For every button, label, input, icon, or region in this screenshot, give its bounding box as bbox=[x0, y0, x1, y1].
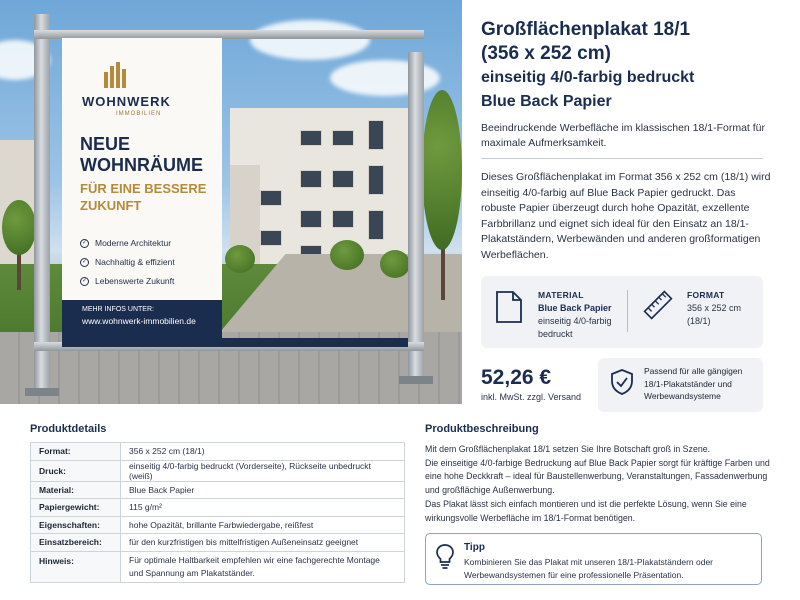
tip-box bbox=[425, 533, 762, 585]
window bbox=[332, 170, 354, 188]
window bbox=[368, 165, 384, 195]
table-row: Druck: einseitig 4/0-farbig bedruckt (Vorderseite), Rückseite unbedruckt (weiß) bbox=[31, 460, 405, 481]
shrub bbox=[330, 240, 364, 270]
poster-brand-sub: IMMOBILIEN bbox=[116, 111, 162, 117]
poster-feature: ✓ Moderne Architektur bbox=[81, 238, 172, 248]
poster-banner bbox=[62, 38, 222, 338]
details-heading: Produktdetails bbox=[30, 423, 107, 435]
spec-material: MATERIAL Blue Back Papier einseitig 4/0-farbig bedruckt bbox=[538, 290, 612, 339]
window bbox=[260, 230, 282, 246]
window bbox=[260, 190, 282, 206]
table-row: Material: Blue Back Papier bbox=[31, 481, 405, 499]
poster-footer-label: MEHR INFOS UNTER: bbox=[82, 306, 154, 313]
check-circle-icon: ✓ bbox=[81, 258, 88, 265]
shrub bbox=[225, 245, 255, 273]
window bbox=[332, 210, 354, 228]
poster-feature: ✓ Nachhaltig & effizient bbox=[81, 257, 175, 267]
description-heading: Produktbeschreibung bbox=[425, 423, 539, 435]
poster-headline: NEUE WOHNRÄUME bbox=[80, 134, 203, 175]
poster-brand: WOHNWERK bbox=[82, 94, 171, 109]
compatibility-text: Passend für alle gängigen 18/1-Plakatständer und Werbewandsysteme bbox=[644, 366, 743, 401]
window bbox=[300, 130, 322, 146]
frame-post-left bbox=[34, 14, 50, 394]
details-table bbox=[30, 442, 405, 583]
spec-format: FORMAT 356 x 252 cm (18/1) bbox=[687, 290, 742, 326]
cloud bbox=[250, 20, 370, 60]
tree bbox=[2, 200, 36, 255]
window bbox=[300, 170, 322, 188]
product-title: Großflächenplakat 18/1 (356 x 252 cm) einseitig 4/0-farbig bedruckt Blue Back Papier bbox=[481, 19, 695, 110]
product-description: Dieses Großflächenplakat im Format 356 x 252 cm (18/1) wird einseitig 4/0-farbig auf Blue Back Papier gedruckt. Das robuste Papier überzeugt durch hohe Opazität, exzellente Farbbrillanz und eignet sich ideal für den Einsatz an 18/1-Plakatständern, Werbewänden und anderen großformatigen Werbeflächen. bbox=[481, 171, 771, 261]
table-row: Hinweis: Für optimale Haltbarkeit empfehlen wir eine fachgerechte Montage und Spannung am Plakatständer. bbox=[31, 551, 405, 582]
poster-subline: FÜR EINE BESSERE ZUKUNFT bbox=[80, 181, 207, 213]
hero-image bbox=[0, 0, 462, 404]
check-circle-icon: ✓ bbox=[81, 239, 88, 246]
product-lead: Beeindruckende Werbefläche im klassischen 18/1-Format für maximale Aufmerksamkeit. bbox=[481, 122, 766, 149]
lightbulb-icon bbox=[435, 543, 455, 569]
shrub bbox=[380, 250, 410, 278]
frame-post-right bbox=[408, 52, 424, 382]
check-circle-icon: ✓ bbox=[81, 277, 88, 284]
spec-box bbox=[481, 276, 763, 348]
ruler-icon bbox=[643, 290, 673, 320]
logo-icon bbox=[102, 62, 128, 88]
price: 52,26 € bbox=[481, 366, 552, 389]
poster-feature-list bbox=[80, 238, 175, 295]
table-row: Papiergewicht: 115 g/m² bbox=[31, 499, 405, 517]
tree bbox=[422, 90, 462, 250]
price-note: inkl. MwSt. zzgl. Versand bbox=[481, 392, 582, 402]
poster-strip bbox=[62, 338, 408, 347]
poster-footer-url: www.wohnwerk-immobilien.de bbox=[82, 316, 196, 326]
tip-text: Kombinieren Sie das Plakat mit unseren 18/1-Plakatständern oder Werbewandsystemen für eine professionelle Präsentation. bbox=[464, 557, 714, 580]
table-row: Einsatzbereich: für den kurzfristigen bis mittelfristigen Außeneinsatz geeignet bbox=[31, 534, 405, 552]
window bbox=[368, 120, 384, 150]
divider bbox=[481, 158, 763, 159]
frame-foot bbox=[399, 376, 433, 384]
shield-check-icon bbox=[610, 368, 634, 396]
table-row: Eigenschaften: hohe Opazität, brillante Farbwiedergabe, reißfest bbox=[31, 516, 405, 534]
poster-footer bbox=[62, 300, 222, 338]
document-icon bbox=[495, 290, 523, 324]
product-long-description: Mit dem Großflächenplakat 18/1 setzen Sie Ihre Botschaft groß in Szene. Die einseitige 4/0-farbige Bedruckung auf Blue Back Papier sorgt für kräftige Farben und eine hohe Deckkraft – ideal für Baustellenwerbung, Veranstaltungen, Fassadenwerbung und großflächige Außenwerbung. Das Plakat lässt sich einfach montieren und ist die perfekte Lösung, wenn Sie eine wirkungsvolle Werbefläche im 18/1-Format benötigen. bbox=[425, 444, 770, 523]
poster-feature: ✓ Lebenswerte Zukunft bbox=[81, 276, 175, 286]
table-row: Format: 356 x 252 cm (18/1) bbox=[31, 443, 405, 461]
spec-divider bbox=[627, 290, 628, 332]
window bbox=[368, 210, 384, 240]
tip-heading: Tipp bbox=[464, 542, 485, 553]
window bbox=[300, 210, 322, 228]
compatibility-box bbox=[598, 358, 763, 412]
window bbox=[332, 130, 354, 146]
frame-foot bbox=[25, 388, 59, 396]
